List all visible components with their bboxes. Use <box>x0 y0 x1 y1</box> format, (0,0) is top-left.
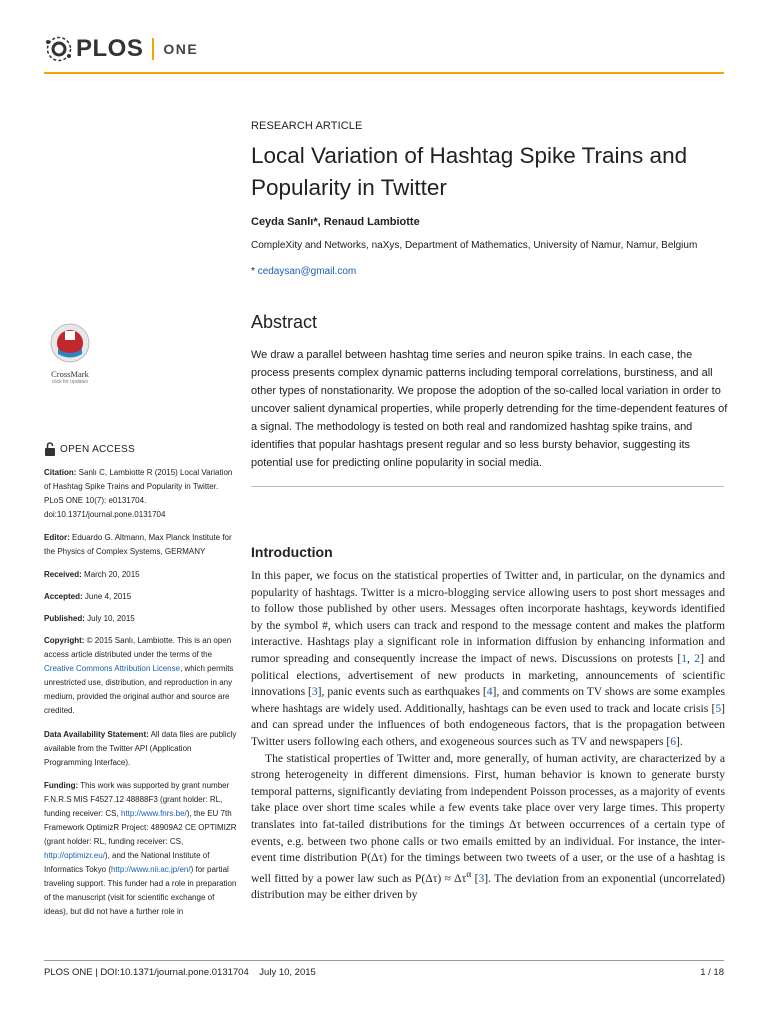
footer-citation: PLOS ONE | DOI:10.1371/journal.pone.0131704 July 10, 2015 <box>44 967 316 978</box>
p1-sep: , <box>687 651 695 665</box>
copyright-block <box>44 634 239 718</box>
intro-paragraph-1 <box>251 568 725 751</box>
authors: Ceyda Sanlı*, Renaud Lambiotte <box>251 216 420 228</box>
citation-6[interactable]: 6 <box>670 734 677 748</box>
fnrs-link[interactable]: http://www.fnrs.be/ <box>120 809 187 818</box>
citation-1[interactable]: 1 <box>681 651 688 665</box>
received-label: Received: <box>44 570 82 579</box>
nii-link[interactable]: http://www.nii.ac.jp/en/ <box>110 865 191 874</box>
received-block <box>44 568 239 582</box>
p2-text-b: [ <box>471 871 479 885</box>
citation-2[interactable]: 2 <box>694 651 701 665</box>
p2-text-a: The statistical properties of Twitter and, more generally, of human activity, are characterized by a strong heterogeneity in different dimensions. First, human behavior is known to generate bursty temporal patterns, significantly deviating from independent Poisson processes, as a majority of events take place over short time scales while a few events take place over very large times. This property translates into fat-tailed distributions for the timings Δτ between occurrences of a certain type of events, e.g. between two phone calls or two emails emitted by an individual. For instance, the inter-event time distribution P(Δτ) for the timings between two tweets of a user, or the use of a hashtag is well fitted by a power law such as P(Δτ) ≈ Δτ <box>251 751 725 885</box>
accepted-label: Accepted: <box>44 592 83 601</box>
editor-label: Editor: <box>44 533 70 542</box>
abstract-heading: Abstract <box>251 312 318 332</box>
p1-text-d: ], and comments on TV shows are some examples where hashtags are widely used. Additionally, hashtags can be even used to track and locate crisis [ <box>251 685 725 715</box>
power-law-exponent: α <box>466 868 472 880</box>
journal-logo[interactable] <box>44 34 198 64</box>
p2-text-c: ]. The deviation from an exponential (uncorrelated) distribution may be either driven by <box>251 871 725 902</box>
funding-text-2: ), the EU 7th Framework OptimizR Project: 48909A2 CE OPTIMIZR (grant holder: RL, funding receiver: CS, <box>44 809 237 846</box>
footer-rule <box>44 960 724 961</box>
logo-text: PLOS <box>76 35 144 62</box>
crossmark-badge[interactable] <box>44 323 96 385</box>
published-block <box>44 612 239 626</box>
accepted-date: June 4, 2015 <box>84 592 132 601</box>
open-access-badge <box>44 442 135 456</box>
citation-label: Citation: <box>44 468 77 477</box>
crossmark-icon <box>50 323 90 363</box>
affiliation: CompleXity and Networks, naXys, Department of Mathematics, University of Namur, Namur, Belgium <box>251 240 698 251</box>
plos-logo-icon <box>44 34 74 64</box>
citation-block <box>44 466 239 522</box>
funding-block <box>44 779 239 919</box>
optimizr-link[interactable]: http://optimizr.eu/ <box>44 851 105 860</box>
p1-text-e: ] and can spread under the influences of both endogeneous factors, that is the propagation between Twitter users following each others, and exogeneous sources such as TV and newspapers [ <box>251 701 725 748</box>
logo-divider <box>152 38 154 60</box>
funding-text-4: ) for partial traveling support. This funder had a role in preparation of the manuscript (visit for scientific exchange of ideas), but did not have a further role in <box>44 865 237 916</box>
article-type: RESEARCH ARTICLE <box>251 120 363 132</box>
open-access-label: OPEN ACCESS <box>60 443 135 455</box>
article-title: Local Variation of Hashtag Spike Trains and Popularity in Twitter <box>251 143 688 200</box>
introduction-heading: Introduction <box>251 544 333 560</box>
copyright-text-end: , which permits unrestricted use, distribution, and reproduction in any medium, provided the original author and source are credited. <box>44 664 234 715</box>
citation-5[interactable]: 5 <box>715 701 722 715</box>
open-lock-icon <box>44 442 56 456</box>
abstract-text: We draw a parallel between hashtag time series and neuron spike trains. In each case, the process presents complex dynamic patterns including temporal correlations, burstiness, and all other types of nonstationarity. We propose the adoption of the so-called local variation in order to uncover salient dynamical properties, while properly detrending for the time-dependent features of a signal. The methodology is tested on both real and randomized hashtag spike trains, and identifies that popular hashtags present regular and so less bursty behavior, suggesting its potential use for predicting online popularity in social media. <box>251 349 728 469</box>
citation-7[interactable]: 3 <box>478 871 485 885</box>
published-date: July 10, 2015 <box>87 614 135 623</box>
p1-text-c: ], panic events such as earthquakes [ <box>317 685 487 699</box>
corresponding-email <box>251 266 356 277</box>
data-availability-text: All data files are publicly available from the Twitter API (Application Programming Interface). <box>44 730 237 767</box>
abstract-rule <box>251 486 724 487</box>
editor-text: Eduardo G. Altmann, Max Planck Institute for the Physics of Complex Systems, GERMANY <box>44 533 232 556</box>
funding-label: Funding: <box>44 781 79 790</box>
published-label: Published: <box>44 614 85 623</box>
copyright-label: Copyright: <box>44 636 85 645</box>
citation-4[interactable]: 4 <box>486 685 493 699</box>
journal-name: ONE <box>163 41 199 57</box>
page-number: 1 / 18 <box>700 967 724 978</box>
copyright-text: © 2015 Sanlı, Lambiotte. This is an open access article distributed under the terms of the <box>44 636 232 659</box>
data-availability-label: Data Availability Statement: <box>44 730 149 739</box>
intro-paragraph-2 <box>251 751 725 904</box>
crossmark-label: CrossMark <box>51 369 89 379</box>
email-star: * <box>251 266 255 277</box>
crossmark-sublabel: click for updates <box>51 379 89 385</box>
p1-text-a: In this paper, we focus on the statistical properties of Twitter and, in particular, on the dynamics and popularity of hashtags. Twitter is a micro-blogging service allowing users to post short messages and to follow those published by other users. Messages often incorporate hashtags, keywords identified by the symbol #, which users can track and respond to the message content and makes the platform interactive. Hashtags play a significant role in information diffusion by enhancing information and rumor spreading and consequently increase the impact of news. Discussions on protests [ <box>251 569 725 665</box>
p1-text-f: ]. <box>676 734 683 748</box>
editor-block <box>44 531 239 559</box>
data-availability-block <box>44 728 239 770</box>
email-link[interactable]: cedaysan@gmail.com <box>257 266 357 277</box>
citation-text: Sanlı C, Lambiotte R (2015) Local Variation of Hashtag Spike Trains and Popularity in Twitter. PLoS ONE 10(7): e0131704. doi:10.1371/journal.pone.0131704 <box>44 468 233 519</box>
accepted-block <box>44 590 239 604</box>
p1-text-b: ] and political elections, advertisement of new products in marketing, announcements of scientific innovations [ <box>251 651 726 699</box>
license-link[interactable]: Creative Commons Attribution License <box>44 664 181 673</box>
funding-text-3: ), and the National Institute of Informatics Tokyo ( <box>44 851 210 874</box>
funding-text: This work was supported by grant number F.N.R.S MIS F4527.12 48888F3 (grant holder: RL, funding receiver: CS, <box>44 781 230 818</box>
header-rule <box>44 72 724 74</box>
citation-3[interactable]: 3 <box>311 685 318 699</box>
received-date: March 20, 2015 <box>84 570 140 579</box>
introduction-body <box>251 568 725 904</box>
